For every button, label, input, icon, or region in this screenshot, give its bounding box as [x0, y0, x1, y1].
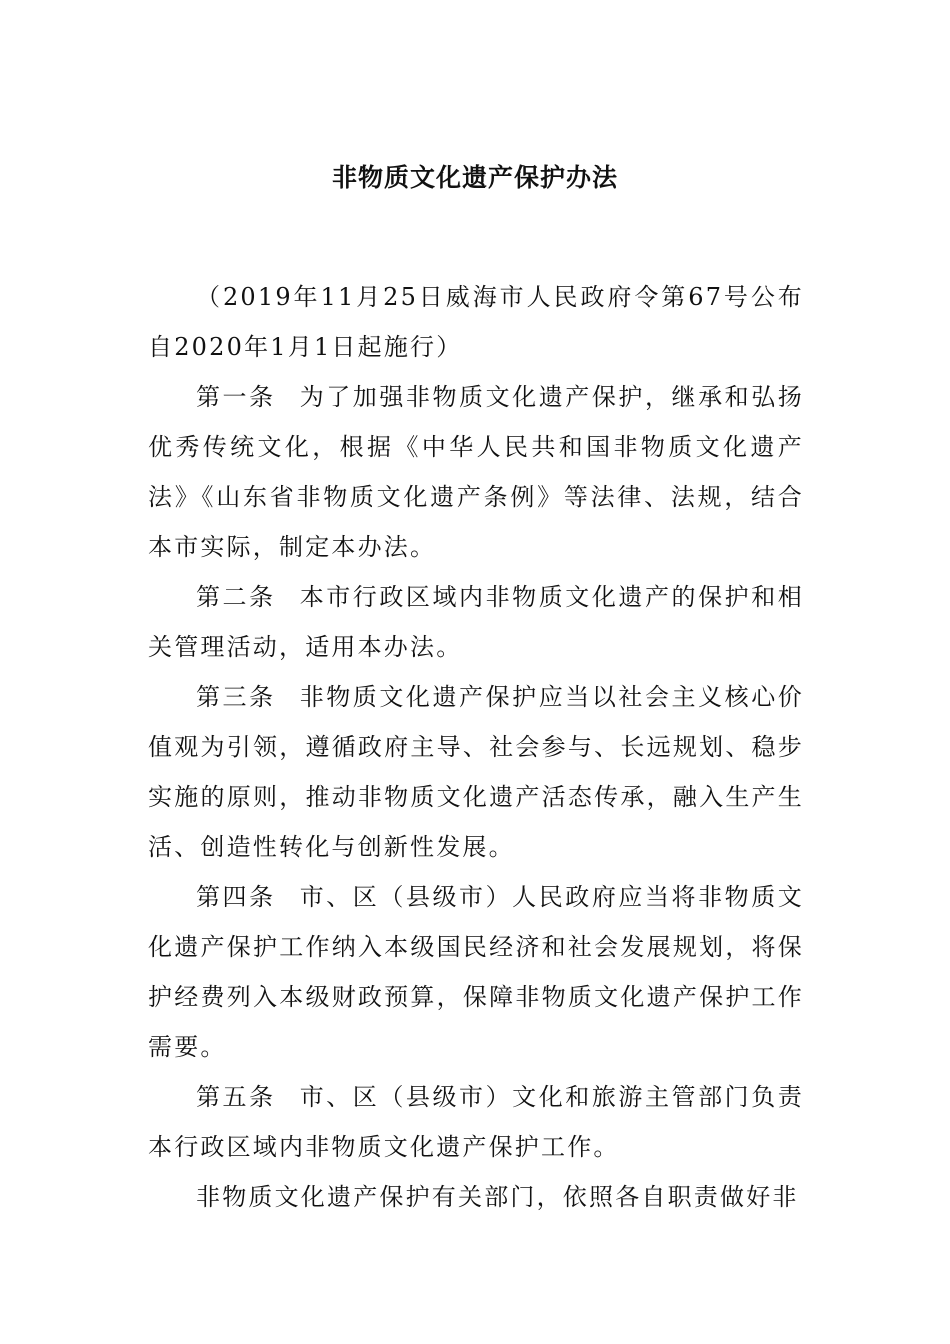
article-3-text: 非物质文化遗产保护应当以社会主义核心价值观为引领，遵循政府主导、社会参与、长远规划、稳步实施的原则，推动非物质文化遗产活态传承，融入生产生活、创造性转化与创新性发展。: [148, 683, 804, 861]
article-5-continuation: 非物质文化遗产保护有关部门，依照各自职责做好非: [196, 1183, 799, 1211]
article-4-number: 第四条: [196, 883, 276, 911]
article-2-text: 本市行政区域内非物质文化遗产的保护和相关管理活动，适用本办法。: [148, 583, 804, 661]
article-1-number: 第一条: [196, 383, 276, 411]
article-2-number: 第二条: [196, 583, 276, 611]
article-1: [148, 372, 804, 572]
article-5: [148, 1072, 804, 1172]
preamble: （2019年11月25日威海市人民政府令第67号公布自2020年1月1日起施行）: [148, 283, 804, 361]
article-3: [148, 672, 804, 872]
article-5-number: 第五条: [196, 1083, 276, 1111]
document-body: [148, 272, 804, 1222]
document-title: 非物质文化遗产保护办法: [331, 163, 618, 192]
article-4-text: 市、区（县级市）人民政府应当将非物质文化遗产保护工作纳入本级国民经济和社会发展规划，将保护经费列入本级财政预算，保障非物质文化遗产保护工作需要。: [148, 883, 804, 1061]
article-1-text: 为了加强非物质文化遗产保护，继承和弘扬优秀传统文化，根据《中华人民共和国非物质文化遗产法》《山东省非物质文化遗产条例》等法律、法规，结合本市实际，制定本办法。: [148, 383, 804, 561]
article-3-number: 第三条: [196, 683, 276, 711]
article-5-text: 市、区（县级市）文化和旅游主管部门负责本行政区域内非物质文化遗产保护工作。: [148, 1083, 804, 1161]
article-2: [148, 572, 804, 672]
article-4: [148, 872, 804, 1072]
